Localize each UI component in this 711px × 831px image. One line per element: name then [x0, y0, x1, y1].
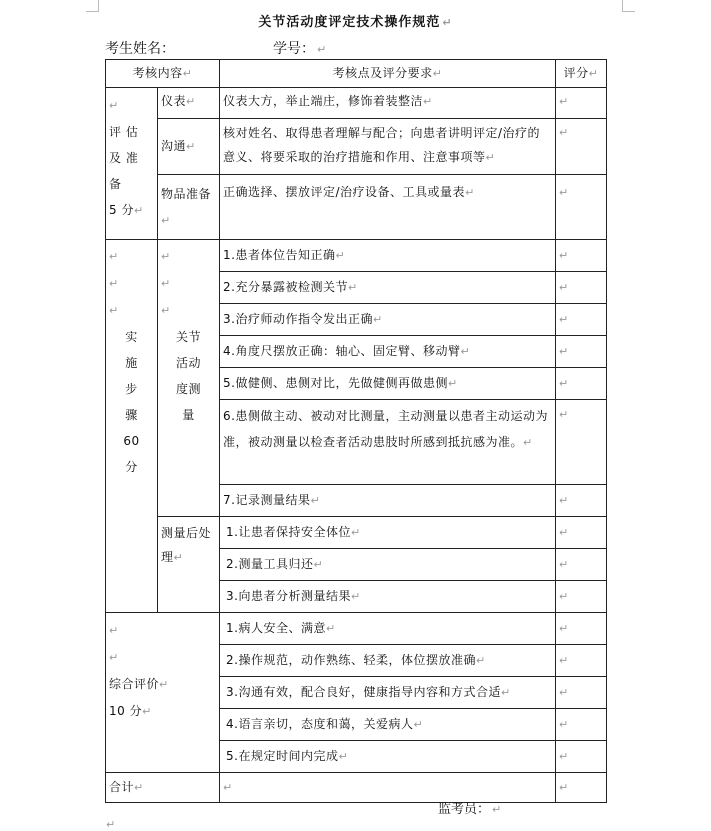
table-row [106, 88, 607, 119]
criteria-text: 1.患者体位告知正确↵ [220, 240, 556, 272]
criteria-text: 核对姓名、取得患者理解与配合；向患者讲明评定/治疗的意义、将要采取的治疗措施和作用、注意事项等↵ [220, 119, 556, 175]
student-name-label: 考生姓名： [105, 41, 175, 57]
table-header-row [106, 60, 607, 88]
score-cell[interactable]: ↵ [556, 336, 607, 368]
criteria-text: 2.测量工具归还↵ [220, 549, 556, 581]
score-cell[interactable]: ↵ [556, 485, 607, 517]
section-overall-label: ↵ ↵ 综合评价↵ 10 分↵ [106, 613, 220, 773]
header-score: 评分↵ [556, 60, 607, 88]
total-label: 合计↵ [106, 773, 220, 803]
criteria-text: 2.操作规范，动作熟练、轻柔，体位摆放准确↵ [220, 645, 556, 677]
table-row [106, 240, 607, 272]
score-cell[interactable]: ↵ [556, 549, 607, 581]
score-cell[interactable]: ↵ [556, 581, 607, 613]
sub-item-communication: 沟通↵ [158, 119, 220, 175]
group-post-measurement-label: 测量后处理↵ [158, 517, 220, 613]
table-row [106, 517, 607, 549]
criteria-text: 3.沟通有效，配合良好，健康指导内容和方式合适↵ [220, 677, 556, 709]
score-cell[interactable]: ↵ [556, 613, 607, 645]
criteria-text: 6.患侧做主动、被动对比测量，主动测量以患者主动运动为准，被动测量以检查者活动患肢时所感到抵抗感为准。↵ [220, 400, 556, 485]
score-cell[interactable]: ↵ [556, 517, 607, 549]
examiner-label: 监考员： ↵ [438, 802, 502, 817]
total-score-cell[interactable]: ↵ [556, 773, 607, 803]
score-cell[interactable]: ↵ [556, 677, 607, 709]
criteria-text: 仪表大方，举止端庄，修饰着装整洁↵ [220, 88, 556, 119]
criteria-text: 1.病人安全、满意↵ [220, 613, 556, 645]
paragraph-mark: ↵ [106, 818, 116, 831]
criteria-text: 1.让患者保持安全体位↵ [220, 517, 556, 549]
criteria-text: 4.语言亲切，态度和蔼，关爱病人↵ [220, 709, 556, 741]
criteria-text: 5.在规定时间内完成↵ [220, 741, 556, 773]
score-cell[interactable]: ↵ [556, 709, 607, 741]
score-cell[interactable]: ↵ [556, 175, 607, 240]
table-row [106, 613, 607, 645]
criteria-text: 7.记录测量结果↵ [220, 485, 556, 517]
criteria-text: 正确选择、摆放评定/治疗设备、工具或量表↵ [220, 175, 556, 240]
criteria-text: 4.角度尺摆放正确：轴心、固定臂、移动臂↵ [220, 336, 556, 368]
scoring-table [105, 59, 607, 803]
header-criteria: 考核点及评分要求↵ [220, 60, 556, 88]
score-cell[interactable]: ↵ [556, 304, 607, 336]
score-cell[interactable]: ↵ [556, 645, 607, 677]
section-implementation-label: ↵ ↵ ↵ 实 施 步 骤 60 分 [106, 240, 158, 613]
sub-item-appearance: 仪表↵ [158, 88, 220, 119]
score-cell[interactable]: ↵ [556, 368, 607, 400]
table-row [106, 119, 607, 175]
section-assessment-label: ↵ 评 估 及 准 备 5 分↵ [106, 88, 158, 240]
sub-item-supplies: 物品准备↵ [158, 175, 220, 240]
criteria-text: 3.向患者分析测量结果↵ [220, 581, 556, 613]
score-cell[interactable]: ↵ [556, 240, 607, 272]
criteria-text: 3.治疗师动作指令发出正确↵ [220, 304, 556, 336]
criteria-text: 5.做健侧、患侧对比，先做健侧再做患侧↵ [220, 368, 556, 400]
table-row-total [106, 773, 607, 803]
score-cell[interactable]: ↵ [556, 88, 607, 119]
document-title: 关节活动度评定技术操作规范 ↵ [258, 15, 453, 30]
student-id-label: 学号： ↵ [273, 41, 327, 57]
header-content: 考核内容↵ [106, 60, 220, 88]
table-row [106, 175, 607, 240]
score-cell[interactable]: ↵ [556, 272, 607, 304]
score-cell[interactable]: ↵ [556, 400, 607, 485]
score-cell[interactable]: ↵ [556, 741, 607, 773]
criteria-text: 2.充分暴露被检测关节↵ [220, 272, 556, 304]
total-criteria-cell: ↵ [220, 773, 556, 803]
score-cell[interactable]: ↵ [556, 119, 607, 175]
group-rom-measurement-label: ↵ ↵ ↵ 关节 活动 度测 量 [158, 240, 220, 517]
